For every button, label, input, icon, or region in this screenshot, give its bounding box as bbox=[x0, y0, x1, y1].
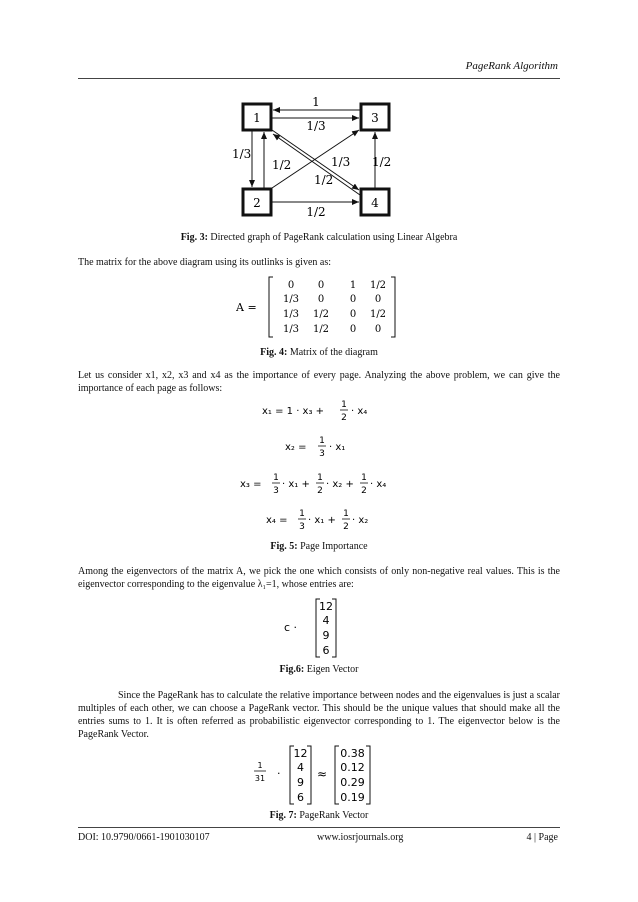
importance-equations bbox=[240, 397, 400, 537]
eq-frac-den: 2 bbox=[343, 522, 349, 532]
pagerank-input-entry: 9 bbox=[297, 776, 304, 789]
eigen-paragraph: Among the eigenvectors of the matrix A, we pick the one which consists of only non-negative real values. This is the eigenvector corresponding to the eigenvalue λ₁=1, whose entries are: bbox=[78, 566, 560, 590]
matrix-a-cell: 0 bbox=[349, 324, 357, 335]
eigen-scalar: c · bbox=[284, 621, 298, 634]
fig6-caption bbox=[78, 664, 560, 675]
matrix-a-cell: 1/3 bbox=[282, 324, 300, 335]
pagerank-input-entry: 4 bbox=[297, 761, 304, 774]
eq-frac-den: 2 bbox=[341, 413, 347, 423]
pagerank-result-entry: 0.29 bbox=[340, 776, 365, 789]
edge-label-right: 1/2 bbox=[372, 155, 392, 169]
edge-label-left: 1/3 bbox=[232, 147, 252, 161]
fig6-text: Eigen Vector bbox=[306, 664, 359, 675]
fig4-caption bbox=[78, 347, 560, 358]
graph-node-3-label: 3 bbox=[371, 111, 379, 125]
fig7-caption bbox=[78, 810, 560, 821]
eq-x3-term1: · x₁ + bbox=[282, 479, 310, 490]
eq-x1-tail: · x₄ bbox=[351, 406, 368, 417]
running-header-title: PageRank Algorithm bbox=[465, 60, 558, 72]
pagerank-paragraph: Since the PageRank has to calculate the relative importance between nodes and the eigenvalues is just a scalar multiples of each other, we can choose a PageRank vector. This should be the unique values that should make all the entries sums to 1. It is often referred as probabilistic eigenvector corresponding to 1. The eigenvector below is the PageRank Vector. bbox=[78, 690, 560, 740]
matrix-a-cell: 1/2 bbox=[369, 309, 387, 320]
intro-matrix-text: The matrix for the above diagram using its outlinks is given as: bbox=[78, 257, 332, 268]
eq-frac-num: 1 bbox=[273, 473, 279, 483]
eq-frac-num: 1 bbox=[343, 509, 349, 519]
pagerank-input-right-bracket bbox=[307, 746, 311, 804]
fig5-label: Fig. 5: bbox=[270, 541, 298, 552]
edge-label-cross-right: 1/3 bbox=[331, 155, 351, 169]
pagerank-graph bbox=[230, 92, 400, 222]
eq-frac-num: 1 bbox=[361, 473, 367, 483]
fig7-label: Fig. 7: bbox=[269, 810, 297, 821]
eq-frac-den: 3 bbox=[299, 522, 305, 532]
fig6-label: Fig.6: bbox=[279, 664, 305, 675]
eq-frac-num: 1 bbox=[317, 473, 323, 483]
pagerank-result-right-bracket bbox=[366, 746, 370, 804]
matrix-a-cell: 1/3 bbox=[282, 294, 300, 305]
footer-site: www.iosrjournals.org bbox=[317, 832, 404, 843]
eq-frac-num: 1 bbox=[299, 509, 305, 519]
eigen-entry: 12 bbox=[319, 600, 333, 613]
edge-label-bottom: 1/2 bbox=[306, 205, 326, 219]
edge-label-center: 1/2 bbox=[314, 173, 334, 187]
eq-x3: x₃ = bbox=[240, 479, 262, 490]
pagerank-frac-num: 1 bbox=[257, 761, 263, 770]
edge-label-top: 1 bbox=[312, 95, 320, 109]
eq-x2-tail: · x₁ bbox=[329, 442, 346, 453]
eigen-entry: 6 bbox=[322, 644, 330, 657]
matrix-a-cell: 1/2 bbox=[312, 309, 330, 320]
footer-rule bbox=[78, 827, 560, 828]
pagerank-result-entry: 0.19 bbox=[340, 791, 365, 804]
eq-frac-num: 1 bbox=[341, 400, 347, 410]
fig5-text: Page Importance bbox=[300, 541, 368, 552]
eq-frac-den: 2 bbox=[361, 486, 367, 496]
pagerank-input-entry: 12 bbox=[293, 747, 308, 760]
pagerank-dot: · bbox=[277, 767, 281, 780]
matrix-a-cell: 1 bbox=[349, 280, 357, 291]
matrix-a-cell: 0 bbox=[374, 324, 382, 335]
matrix-a-cell: 0 bbox=[349, 294, 357, 305]
eigen-entry: 4 bbox=[322, 614, 330, 627]
fig5-caption bbox=[78, 541, 560, 552]
eigen-entry: 9 bbox=[322, 629, 330, 642]
matrix-a-cell: 1/2 bbox=[312, 324, 330, 335]
eq-x4-term1: · x₁ + bbox=[308, 515, 336, 526]
pagerank-frac-den: 31 bbox=[254, 774, 266, 783]
fig7-text: PageRank Vector bbox=[299, 810, 369, 821]
matrix-a-left-bracket bbox=[269, 277, 273, 337]
matrix-a-right-bracket bbox=[391, 277, 395, 337]
eq-x3-term3: · x₄ bbox=[370, 479, 387, 490]
eq-frac-den: 2 bbox=[317, 486, 323, 496]
footer-doi: DOI: 10.9790/0661-1901030107 bbox=[78, 832, 210, 843]
eigen-vector bbox=[284, 597, 354, 659]
fig4-text: Matrix of the diagram bbox=[289, 347, 378, 358]
edge-label-left-inner: 1/2 bbox=[272, 158, 292, 172]
pagerank-vector bbox=[250, 744, 390, 806]
matrix-a-name: A = bbox=[236, 301, 257, 314]
pagerank-approx: ≈ bbox=[317, 767, 328, 781]
matrix-a-cell: 0 bbox=[287, 280, 295, 291]
matrix-a-cell: 1/2 bbox=[369, 280, 387, 291]
matrix-a-cell: 0 bbox=[374, 294, 382, 305]
fig4-label: Fig. 4: bbox=[260, 347, 288, 358]
eq-frac-den: 3 bbox=[273, 486, 279, 496]
matrix-a-cell: 0 bbox=[317, 294, 325, 305]
graph-node-4-label: 4 bbox=[371, 196, 379, 210]
pagerank-input-entry: 6 bbox=[297, 791, 304, 804]
matrix-a bbox=[236, 275, 404, 339]
graph-node-2-label: 2 bbox=[253, 196, 261, 210]
fig3-caption bbox=[78, 232, 560, 243]
eq-frac-den: 3 bbox=[319, 449, 325, 459]
eq-frac-num: 1 bbox=[319, 436, 325, 446]
eq-x4: x₄ = bbox=[266, 515, 288, 526]
header-rule bbox=[78, 78, 560, 79]
pagerank-result-entry: 0.38 bbox=[340, 747, 365, 760]
fig3-label: Fig. 3: bbox=[180, 232, 208, 243]
matrix-a-cell: 0 bbox=[349, 309, 357, 320]
importance-paragraph: Let us consider x1, x2, x3 and x4 as the importance of every page. Analyzing the above problem, we can give the importance of each page as follows: bbox=[78, 370, 560, 394]
fig3-text: Directed graph of PageRank calculation using Linear Algebra bbox=[210, 232, 458, 243]
eq-x2: x₂ = bbox=[285, 442, 307, 453]
pagerank-result-left-bracket bbox=[335, 746, 339, 804]
eq-x4-term2: · x₂ bbox=[352, 515, 369, 526]
matrix-a-cell: 0 bbox=[317, 280, 325, 291]
edge-label-top-inner: 1/3 bbox=[306, 119, 326, 133]
graph-node-1-label: 1 bbox=[253, 111, 261, 125]
matrix-a-cell: 1/3 bbox=[282, 309, 300, 320]
pagerank-result-entry: 0.12 bbox=[340, 761, 365, 774]
eq-x1: x₁ = 1 · x₃ + bbox=[262, 406, 325, 417]
eq-x3-term2: · x₂ + bbox=[326, 479, 354, 490]
footer-page-number: 4 | Page bbox=[526, 832, 558, 843]
